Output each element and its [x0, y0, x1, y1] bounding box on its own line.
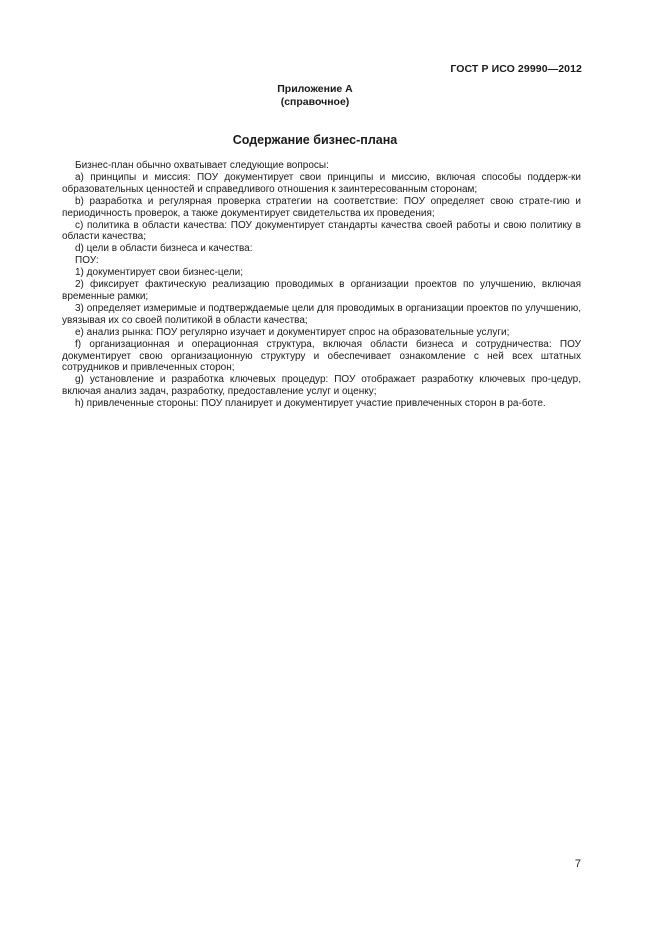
paragraph-f: f) организационная и операционная структура, включая области бизнеса и сотрудничества: ПОУ документирует свою организационную структуру и обеспечивает ознакомление с ней всех штатных сотрудников и привлеченных сторон;: [62, 338, 581, 374]
paragraph-g: g) установление и разработка ключевых процедур: ПОУ отображает разработку ключевых про-цедур, включая анализ задач, разработку, предоставление услуг и оценку;: [62, 374, 581, 398]
paragraph-d1: 1) документирует свои бизнес-цели;: [75, 267, 243, 279]
section-title: Содержание бизнес-плана: [232, 133, 398, 147]
paragraph-h: h) привлеченные стороны: ПОУ планирует и документирует участие привлеченных сторон в ра-боте.: [75, 398, 546, 410]
paragraph-d3: 3) определяет измеримые и подтверждаемые цели для проводимых в организации проектов по улучшению, увязывая их со своей политикой в области качества;: [62, 302, 581, 326]
paragraph-pou: ПОУ:: [75, 255, 99, 267]
paragraph-intro: Бизнес-план обычно охватывает следующие вопросы:: [75, 160, 329, 171]
paragraph-a: a) принципы и миссия: ПОУ документирует свои принципы и миссию, включая способы поддерж-ки образовательных ценностей и справедливого отношения к заинтересованным сторонам;: [62, 171, 581, 195]
paragraph-b: b) разработка и регулярная проверка стратегии на соответствие: ПОУ определяет свою страте-гию и периодичность проверок, а также документирует свидетельства их проведения;: [62, 195, 581, 219]
paragraph-d2: 2) фиксирует фактическую реализацию проводимых в организации проектов по улучшению, включая временные рамки;: [62, 279, 581, 302]
annex-heading: [0, 83, 630, 109]
annex-title: Приложение А: [277, 83, 353, 95]
standard-code: ГОСТ Р ИСО 29990—2012: [450, 63, 582, 75]
paragraph-e: e) анализ рынка: ПОУ регулярно изучает и документирует спрос на образовательные услуги;: [75, 326, 510, 338]
document-body: [62, 160, 581, 410]
annex-type: (справочное): [280, 96, 350, 108]
paragraph-c: c) политика в области качества: ПОУ документирует стандарты качества своей работы и свою политику в области качества;: [62, 219, 581, 243]
page-number: 7: [574, 858, 581, 870]
paragraph-d: d) цели в области бизнеса и качества:: [75, 243, 253, 255]
